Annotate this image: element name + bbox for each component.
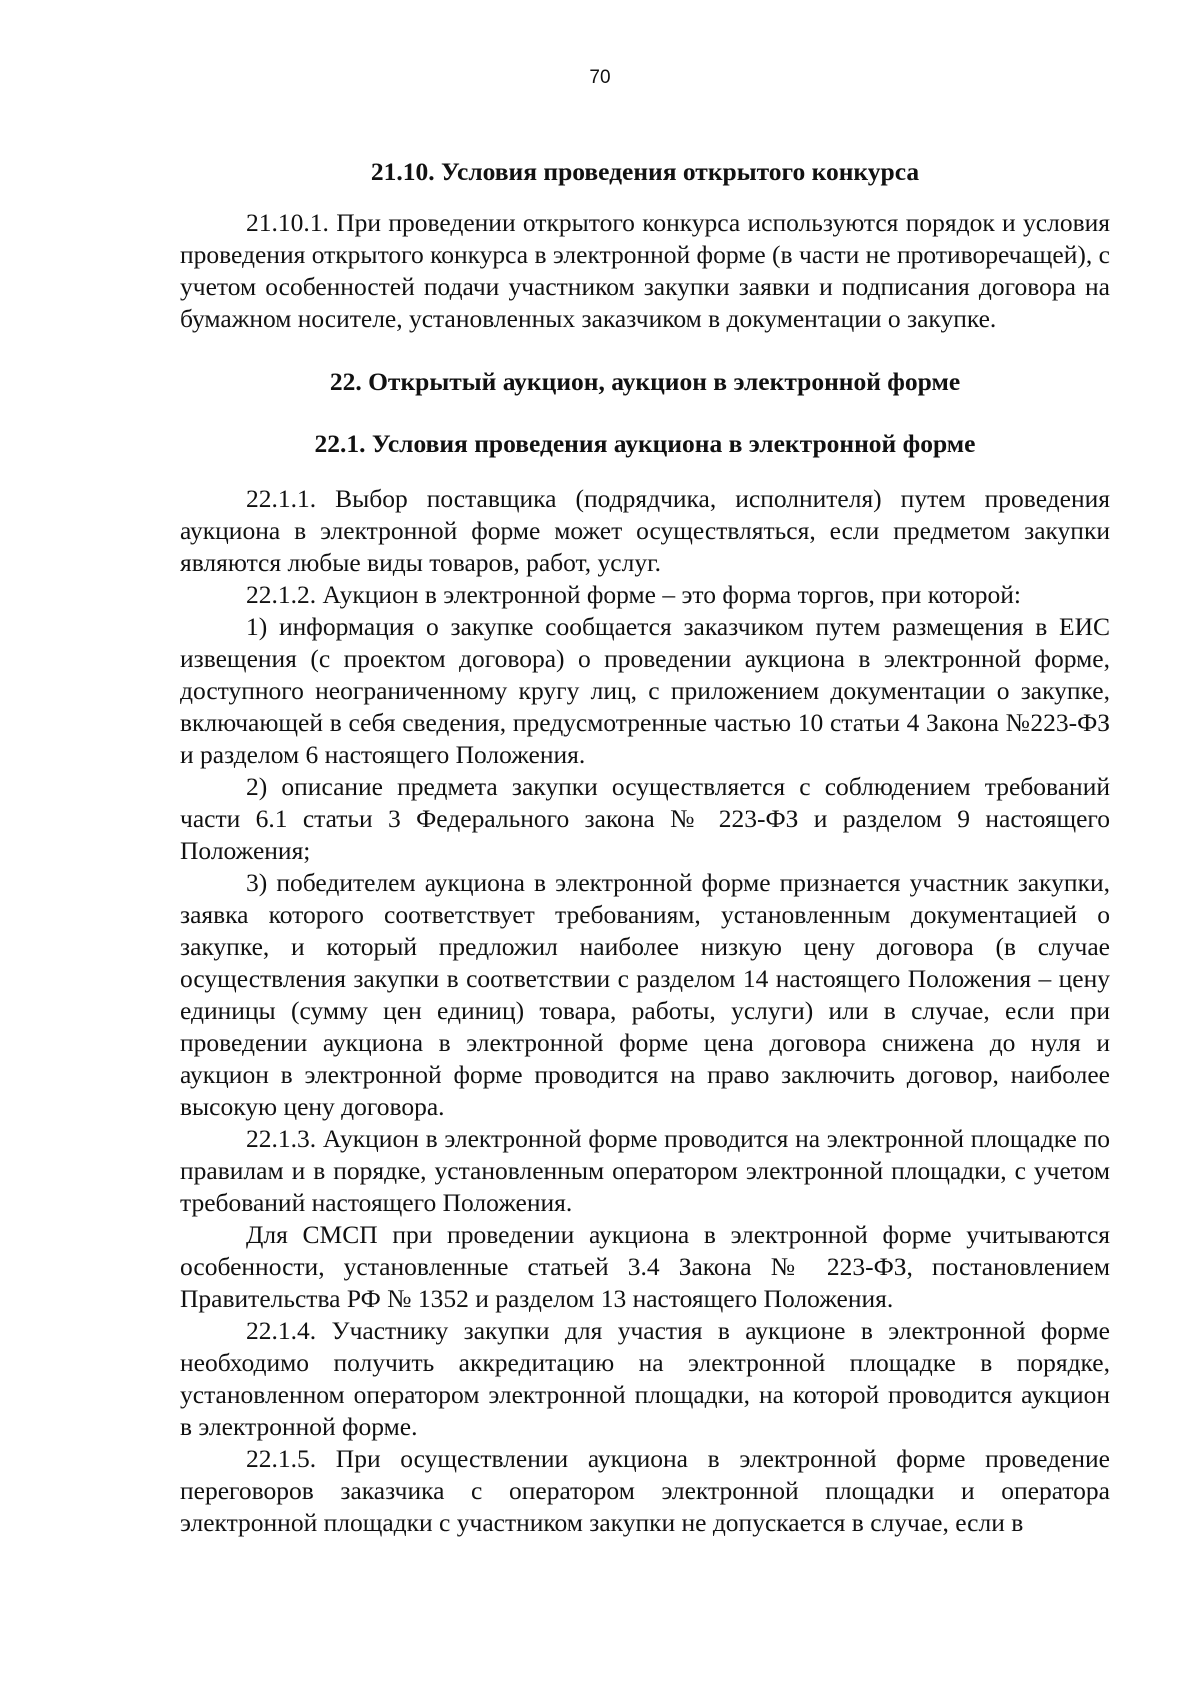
document-body (180, 155, 1110, 1539)
heading-22-1: 22.1. Условия проведения аукциона в электронной форме (314, 429, 976, 458)
list-item-3: 3) победителем аукциона в электронной форме признается участник закупки, заявка которого соответствует требованиям, установленным документацией о закупке, и который предложил наиболее низкую цену договора (в случае осуществления закупки в соответствии с разделом 14 настоящего Положения – цену единицы (сумму цен единиц) товара, работы, услуги) или в случае, если при проведении аукциона в электронной форме цена договора снижена до нуля и аукцион в электронной форме проводится на право заключить договор, наиболее высокую цену договора. (180, 868, 1110, 1121)
paragraph-22-1-2: 22.1.2. Аукцион в электронной форме – это форма торгов, при которой: (246, 580, 1022, 609)
paragraph-smsp: Для СМСП при проведении аукциона в электронной форме учитываются особенности, установленные статьей 3.4 Закона № 223-ФЗ, постановлением Правительства РФ № 1352 и разделом 13 настоящего Положения. (180, 1220, 1110, 1313)
list-item-1: 1) информация о закупке сообщается заказчиком путем размещения в ЕИС извещения (с проектом договора) о проведении аукциона в электронной форме, доступного неограниченному кругу лиц, с приложением документации о закупке, включающей в себя сведения, предусмотренные частью 10 статьи 4 Закона №223-ФЗ и разделом 6 настоящего Положения. (180, 612, 1110, 769)
heading-22: 22. Открытый аукцион, аукцион в электронной форме (329, 367, 961, 396)
paragraph-22-1-3: 22.1.3. Аукцион в электронной форме проводится на электронной площадке по правилам и в порядке, установленным оператором электронной площадки, с учетом требований настоящего Положения. (180, 1124, 1110, 1217)
paragraph-22-1-4: 22.1.4. Участнику закупки для участия в аукционе в электронной форме необходимо получить аккредитацию на электронной площадке в порядке, установленном оператором электронной площадки, на которой проводится аукцион в электронной форме. (180, 1316, 1110, 1441)
list-item-2: 2) описание предмета закупки осуществляется с соблюдением требований части 6.1 статьи 3 Федерального закона № 223-ФЗ и разделом 9 настоящего Положения; (180, 772, 1110, 865)
paragraph-21-10-1: 21.10.1. При проведении открытого конкурса используются порядок и условия проведения открытого конкурса в электронной форме (в части не противоречащей), с учетом особенностей подачи участником закупки заявки и подписания договора на бумажном носителе, установленных заказчиком в документации о закупке. (180, 208, 1110, 333)
paragraph-22-1-5: 22.1.5. При осуществлении аукциона в электронной форме проведение переговоров заказчика с оператором электронной площадки и оператора электронной площадки с участником закупки не допускается в случае, если в (180, 1444, 1110, 1537)
paragraph-22-1-1: 22.1.1. Выбор поставщика (подрядчика, исполнителя) путем проведения аукциона в электронной форме может осуществляться, если предметом закупки являются любые виды товаров, работ, услуг. (180, 484, 1110, 577)
heading-21-10: 21.10. Условия проведения открытого конкурса (370, 157, 920, 186)
page-number: 70 (589, 67, 611, 88)
